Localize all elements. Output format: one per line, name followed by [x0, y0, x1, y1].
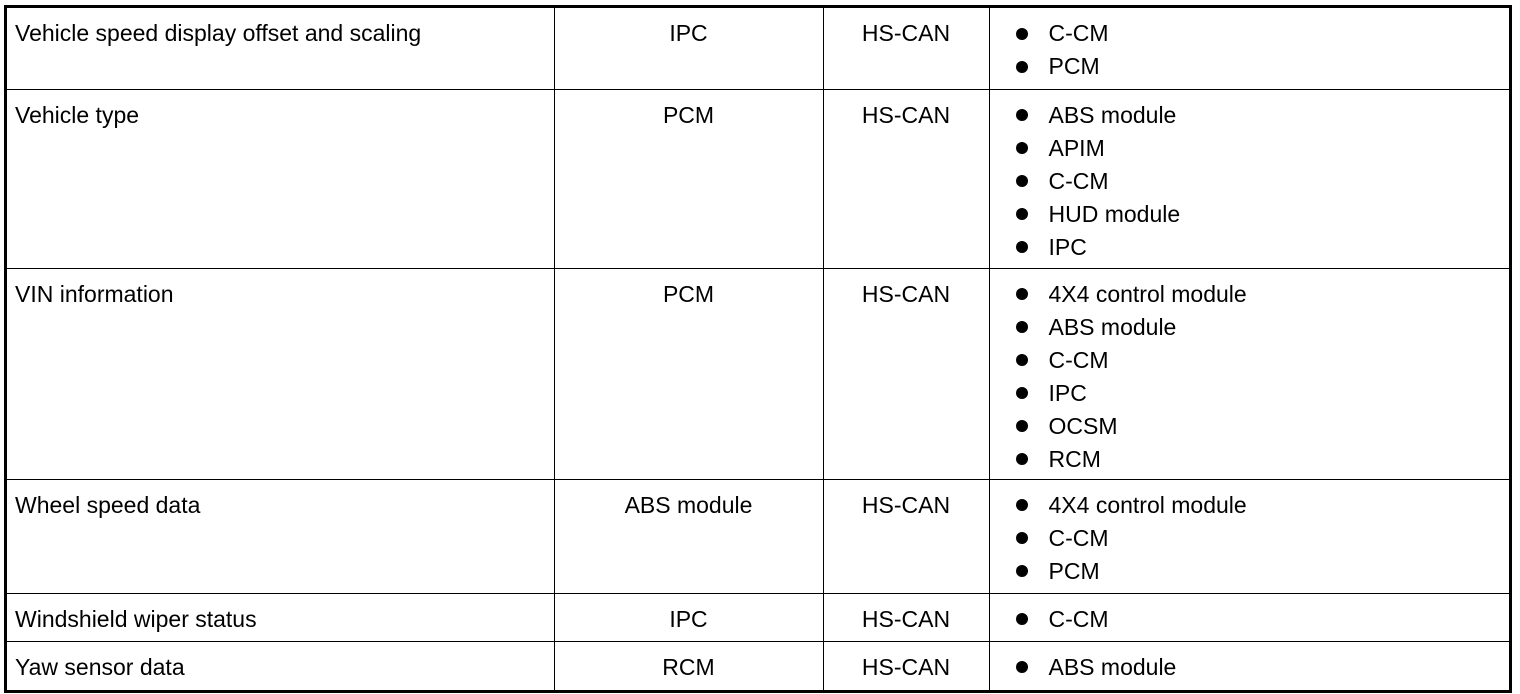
receiver-list	[990, 489, 1510, 588]
receiver-label: 4X4 control module	[1048, 280, 1247, 307]
network-cell: HS-CAN	[823, 89, 989, 268]
bullet-icon	[1016, 61, 1028, 73]
list-item	[990, 278, 1510, 311]
table-row	[7, 268, 1509, 479]
receiver-list	[990, 278, 1510, 476]
bullet-icon	[1016, 499, 1028, 511]
network-message-table	[4, 5, 1512, 693]
table-row	[7, 641, 1509, 690]
bullet-icon	[1016, 613, 1028, 625]
receiver-list	[990, 651, 1510, 684]
bullet-icon	[1016, 420, 1028, 432]
network-cell: HS-CAN	[823, 479, 989, 593]
list-item	[990, 231, 1510, 264]
receiver-list	[990, 17, 1510, 83]
table-row	[7, 593, 1509, 641]
list-item	[990, 99, 1510, 132]
table-body	[7, 8, 1509, 690]
receiver-list	[990, 603, 1510, 636]
receiver-label: PCM	[1048, 557, 1100, 584]
message-table	[7, 8, 1509, 690]
receiver-label: C-CM	[1048, 346, 1109, 373]
receiver-label: PCM	[1048, 53, 1100, 79]
list-item	[990, 50, 1510, 83]
receivers-cell	[989, 641, 1509, 690]
network-cell: HS-CAN	[823, 268, 989, 479]
list-item	[990, 555, 1510, 588]
list-item	[990, 651, 1510, 684]
bullet-icon	[1016, 142, 1028, 154]
receiver-label: C-CM	[1048, 605, 1109, 632]
table-row	[7, 89, 1509, 268]
receivers-cell	[989, 89, 1509, 268]
receiver-label: APIM	[1048, 134, 1105, 161]
table-row	[7, 479, 1509, 593]
bullet-icon	[1016, 288, 1028, 300]
list-item	[990, 603, 1510, 636]
list-item	[990, 489, 1510, 522]
list-item	[990, 198, 1510, 231]
receiver-label: ABS module	[1048, 101, 1177, 128]
network-cell: HS-CAN	[823, 8, 989, 89]
network-cell: HS-CAN	[823, 641, 989, 690]
receivers-cell	[989, 479, 1509, 593]
bullet-icon	[1016, 208, 1028, 220]
list-item	[990, 165, 1510, 198]
receiver-label: RCM	[1048, 445, 1101, 472]
bullet-icon	[1016, 241, 1028, 253]
table-row	[7, 8, 1509, 89]
list-item	[990, 344, 1510, 377]
bullet-icon	[1016, 661, 1028, 673]
receiver-label: ABS module	[1048, 313, 1177, 340]
receivers-cell	[989, 593, 1509, 641]
receiver-label: C-CM	[1048, 524, 1109, 551]
originator-cell: RCM	[554, 641, 823, 690]
originator-cell: ABS module	[554, 479, 823, 593]
receiver-label: C-CM	[1048, 20, 1109, 46]
list-item	[990, 17, 1510, 50]
receiver-label: OCSM	[1048, 412, 1118, 439]
receiver-label: 4X4 control module	[1048, 491, 1247, 518]
list-item	[990, 311, 1510, 344]
originator-cell: PCM	[554, 268, 823, 479]
list-item	[990, 410, 1510, 443]
message-cell: Windshield wiper status	[7, 593, 554, 641]
receiver-label: IPC	[1048, 233, 1087, 260]
originator-cell: IPC	[554, 593, 823, 641]
receiver-label: C-CM	[1048, 167, 1109, 194]
originator-cell: PCM	[554, 89, 823, 268]
bullet-icon	[1016, 175, 1028, 187]
message-cell: VIN information	[7, 268, 554, 479]
message-cell: Vehicle speed display offset and scaling	[7, 8, 554, 89]
bullet-icon	[1016, 532, 1028, 544]
receivers-cell	[989, 268, 1509, 479]
list-item	[990, 522, 1510, 555]
message-cell: Wheel speed data	[7, 479, 554, 593]
receiver-label: ABS module	[1048, 653, 1177, 680]
receiver-label: HUD module	[1048, 200, 1181, 227]
bullet-icon	[1016, 453, 1028, 465]
list-item	[990, 132, 1510, 165]
message-cell: Vehicle type	[7, 89, 554, 268]
message-cell: Yaw sensor data	[7, 641, 554, 690]
receivers-cell	[989, 8, 1509, 89]
bullet-icon	[1016, 109, 1028, 121]
bullet-icon	[1016, 28, 1028, 40]
bullet-icon	[1016, 321, 1028, 333]
bullet-icon	[1016, 387, 1028, 399]
network-cell: HS-CAN	[823, 593, 989, 641]
bullet-icon	[1016, 565, 1028, 577]
list-item	[990, 377, 1510, 410]
receiver-list	[990, 99, 1510, 264]
originator-cell: IPC	[554, 8, 823, 89]
bullet-icon	[1016, 354, 1028, 366]
receiver-label: IPC	[1048, 379, 1087, 406]
list-item	[990, 443, 1510, 476]
